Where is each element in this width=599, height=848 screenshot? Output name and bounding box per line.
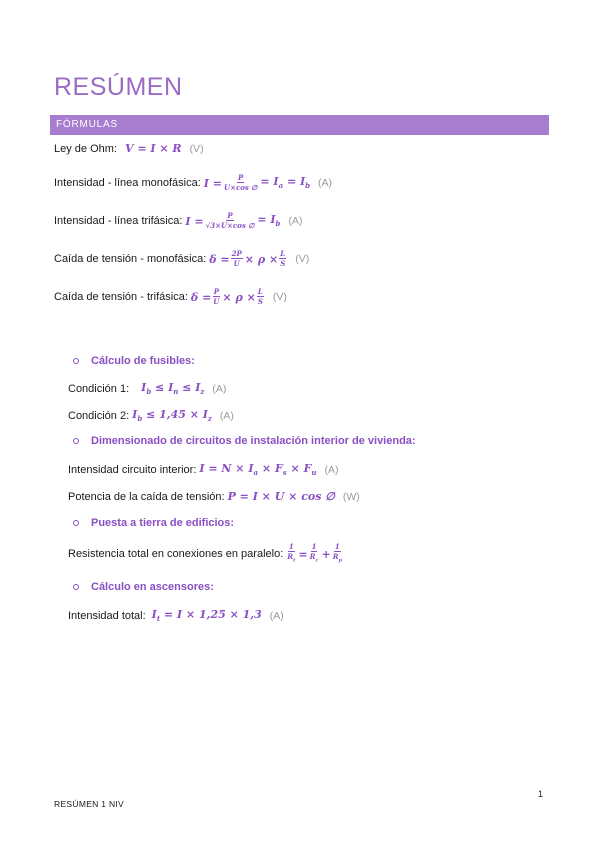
- formula-label: Potencia de la caída de tensión:: [68, 490, 225, 503]
- bullet-tierra: [73, 517, 234, 529]
- banner-label: FÓRMULAS: [56, 119, 118, 130]
- formula-expression: =: [298, 547, 308, 561]
- formula-unit: (A): [324, 463, 339, 476]
- formula-intensidad-trifasica: [54, 212, 302, 230]
- bullet-circle-icon: [73, 520, 79, 526]
- page-title: RESÚMEN: [54, 73, 183, 101]
- section-heading: Dimensionado de circuitos de instalación interior de vivienda:: [91, 435, 416, 447]
- page-number: 1: [538, 789, 544, 799]
- formula-intensidad-monofasica: [54, 174, 332, 192]
- condicion-2: [68, 408, 234, 423]
- bullet-circle-icon: [73, 358, 79, 364]
- formula-label: Ley de Ohm:: [54, 142, 117, 155]
- formula-expression: = $I_b$: [257, 213, 281, 229]
- intensidad-total: [68, 608, 284, 623]
- condition-label: Condición 2:: [68, 409, 130, 422]
- formula-expression: × ρ ×: [222, 290, 256, 304]
- formula-fraction: $\frac{P}{√3\times U\times\cos \emptyset}$: [205, 211, 255, 230]
- formula-ohm: [54, 142, 204, 155]
- formula-unit: (V): [295, 253, 310, 265]
- formula-expression: V = I × R: [124, 142, 182, 155]
- formula-fraction: $\frac{1}{R_p}$: [332, 542, 343, 564]
- formula-unit: (V): [189, 142, 204, 155]
- formula-unit: (A): [318, 177, 333, 189]
- bullet-fusibles: [73, 355, 195, 367]
- formula-expression: P = I × U × cos ∅: [227, 490, 335, 503]
- formula-expression: δ =: [209, 252, 230, 266]
- formula-label: Caída de tensión - monofásica:: [54, 253, 207, 265]
- formula-fraction: $\frac{1}{R_c}$: [309, 542, 319, 564]
- formula-caida-trifasica: [54, 288, 287, 306]
- section-heading: Puesta a tierra de edificios:: [91, 517, 235, 529]
- condition-expression: $I_b \le 1,45 \times I_z$: [132, 408, 212, 424]
- formula-unit: (W): [342, 490, 360, 503]
- formula-expression: × ρ ×: [244, 252, 279, 266]
- potencia-caida-tension: [68, 490, 360, 503]
- formula-expression: δ =: [190, 290, 212, 304]
- formula-fraction: $\frac{P}{U\times\cos \emptyset}$: [223, 173, 258, 192]
- formula-expression: +: [321, 547, 331, 561]
- formula-label: Resistencia total en conexiones en paralelo:: [68, 548, 284, 561]
- bullet-circle-icon: [73, 438, 79, 444]
- formula-expression: I =: [203, 176, 222, 190]
- section-banner: [50, 115, 549, 135]
- bullet-circle-icon: [73, 584, 79, 590]
- formula-label: Intensidad circuito interior:: [68, 463, 197, 476]
- formula-caida-monofasica: [54, 250, 309, 268]
- formula-expression: $I = N \times I_a \times F_s \times F_u$: [199, 462, 317, 478]
- formula-label: Intensidad - línea trifásica:: [54, 215, 183, 227]
- formula-unit: (A): [269, 609, 284, 622]
- condicion-1: [68, 381, 226, 396]
- section-heading: Cálculo de fusibles:: [91, 355, 195, 367]
- formula-fraction: $\frac{1}{R_t}$: [287, 542, 296, 564]
- footer-text: RESÚMEN 1 NIV: [54, 799, 125, 809]
- formula-label: Intensidad total:: [68, 609, 146, 622]
- formula-fraction: $\frac{L}{S}$: [280, 249, 286, 268]
- resistencia-total: [68, 543, 344, 565]
- formula-unit: (A): [288, 215, 303, 227]
- condition-unit: (A): [219, 409, 234, 422]
- condition-expression: $I_b \le I_n \le I_z$: [141, 381, 205, 397]
- formula-expression: $I_t = I \times 1,25 \times 1,3$: [151, 608, 262, 624]
- bullet-dimensionado: [73, 435, 416, 447]
- section-heading: Cálculo en ascensores:: [91, 581, 214, 593]
- formula-expression: I =: [185, 214, 204, 228]
- bullet-ascensores: [73, 581, 214, 593]
- condition-unit: (A): [212, 382, 227, 395]
- formula-fraction: $\frac{2P}{U}$: [231, 249, 242, 268]
- intensidad-circuito-interior: [68, 462, 338, 477]
- formula-unit: (V): [272, 291, 287, 303]
- formula-label: Caída de tensión - trifásica:: [54, 291, 188, 303]
- condition-label: Condición 1:: [68, 382, 130, 395]
- formula-label: Intensidad - línea monofásica:: [54, 177, 201, 189]
- formula-expression: = $I_a = I_b$: [260, 175, 311, 191]
- formula-fraction: $\frac{P}{U}$: [213, 287, 220, 306]
- formula-fraction: $\frac{L}{S}$: [257, 287, 263, 306]
